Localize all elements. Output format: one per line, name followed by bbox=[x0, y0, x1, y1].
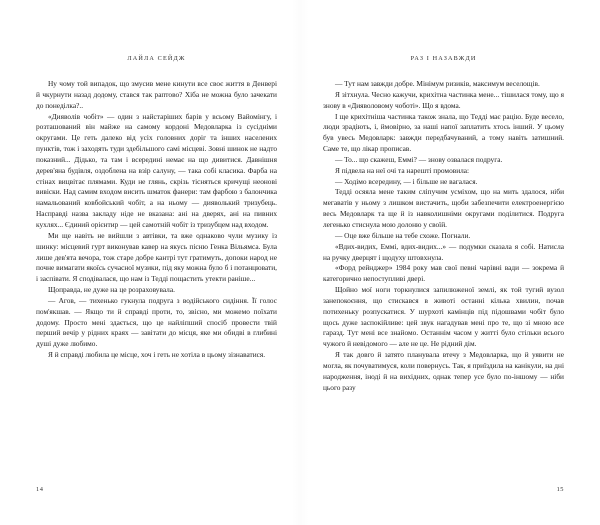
right-running-head: РАЗ І НАЗАВЖДИ bbox=[410, 55, 477, 62]
left-page-body bbox=[36, 79, 277, 361]
paragraph: Я підвела на неї очі та нарешті промовила: bbox=[335, 165, 470, 175]
paragraph: — Агов, — тихенько гукнула подруга з водійського сидіння. Її голос пом'якшав. — Якщо ти й справді проти, то, звісно, ми можемо поїхати додому. Просто мені здається, що це найліпший спосіб провести твій перший вечір у рідних краях — завітати до місця, яке ми обидві в глибині душі дуже любимо. bbox=[36, 295, 277, 349]
left-running-head: ЛАЙЛА СЕЙДЖ bbox=[127, 55, 186, 62]
right-page-body bbox=[323, 79, 564, 393]
paragraph: Щоправда, не дуже на це розраховувала. bbox=[48, 285, 175, 295]
left-page-number: 14 bbox=[36, 486, 44, 493]
paragraph: — Ходімо всередину, — і більше не вагалася. bbox=[335, 176, 478, 186]
paragraph: Щойно мої ноги торкнулися запилюженої землі, як той тугий вузол занепокоєння, що стискався в животі останні кілька хвилин, почав потихеньку розпускатися. У шурхоті камінців під підошвами чобіт було щось дуже заспокійливе: цей звук нагадував мені про те, що зі мною все гаразд. Тут мені все знайомо. Останнім часом у житті було стільки всього чужого й невідомого — але не це. Не рідний дім. bbox=[323, 285, 564, 349]
right-page-number: 15 bbox=[556, 486, 564, 493]
paragraph: Я зітхнула. Чесно кажучи, крихітна частинка мене... тішилася тому, що я знову в «Дияволовому чоботі». Що я вдома. bbox=[323, 89, 564, 110]
paragraph: — То... що скажеш, Еммі? — знову озвалася подруга. bbox=[335, 154, 503, 164]
paragraph: Я так довго й затято планувала втечу з Медовларка, що й уявити не могла, як почуватимуся, коли повернусь. Так, я приїздила на канікули, на дні народження, іноді й на вихідних, однак тепер усе було по-іншому — ніби цього разу bbox=[323, 350, 564, 392]
paragraph: «Дияволів чобіт» — один з найстаріших барів у всьому Вайомінгу, і розташований він майже на самому кордоні Медовларка із сусідніми округами. Це геть далеко від усіх головних доріг та інших населених пунктів, тож і заходять туди здебільшого самі місцеві. Зовні шинок не надто показний... Дідько, та там і всередині немає на що дивитися. Давнішня дерев'яна будівля, оздоблена на взір салуну, — така собі класика. Фарба на стінах вицвітає плямами. Куди не глянь, скрізь тісняться кричущі неонові вивіски. Над самим входом висить шматок фанери: там фарбою з балончика намальований ковбойський чобіт, а на ньому — дияволький тризубець. Насправді назва закладу ніде не вказана: ані на дверях, ані на пивних кухлях... Єдиний орієнтир — цей самотній чобіт із тризубцем над входом. bbox=[36, 111, 277, 229]
right-page bbox=[300, 0, 600, 525]
paragraph: Я й справді любила це місце, хоч і геть не хотіла в цьому зізнаватися. bbox=[48, 350, 266, 360]
paragraph: «Вдих-видих, Еммі, вдих-видих...» — подумки сказала я собі. Натисла на ручку дверцят і щодуху штовхнула. bbox=[323, 241, 564, 262]
paragraph: І ще крихітніша частинка також знала, що Тедді має рацію. Буде весело, люди зрадіють, і, ймовірно, за наші напої заплатить хтось інший. У цьому був увесь Медовларк: завжди передбачуваний, а тому навіть затишний. Саме те, що лікар прописав. bbox=[323, 111, 564, 154]
paragraph: — Тут нам завжди добре. Мінімум ризиків, максимум веселощів. bbox=[335, 79, 540, 88]
paragraph: Ми ще навіть не вийшли з автівки, та вже однаково чули музику із шинку: місцевий гурт виконував кавер на якусь пісню Генка Вільямса. Була лише дев'ята вечора, тож старе добре кантрі тут гратимуть, допоки народ не почне вимагати якоїсь сучасної музики, під яку можна було б і потанцювати, і заспівати. Я сподівалася, що нам із Тедді пощастить утекти раніше... bbox=[36, 230, 277, 284]
paragraph: «Форд рейнджер» 1984 року мав свої певні чарівні вади — зокрема й категорично непоступливі двері. bbox=[323, 263, 564, 284]
paragraph: Тедді осяяла мене таким сліпучим усміхом, що на мить здалося, ніби мегаватів у ньому з лишком вистачить, щоби забезпечити електроенергією весь Медовларк та ще й із навколишніми округами поділитися. Подруга легенько стиснула мою долоню у своїй. bbox=[323, 187, 564, 229]
paragraph: — Оце вже більше на тебе схоже. Погнали. bbox=[335, 230, 471, 240]
paragraph: Ну чому той випадок, що змусив мене кинути все своє життя в Денвері й чкурнути назад додому, стався так раптово? Хіба не можна було зачекати до понеділка?.. bbox=[36, 79, 277, 110]
